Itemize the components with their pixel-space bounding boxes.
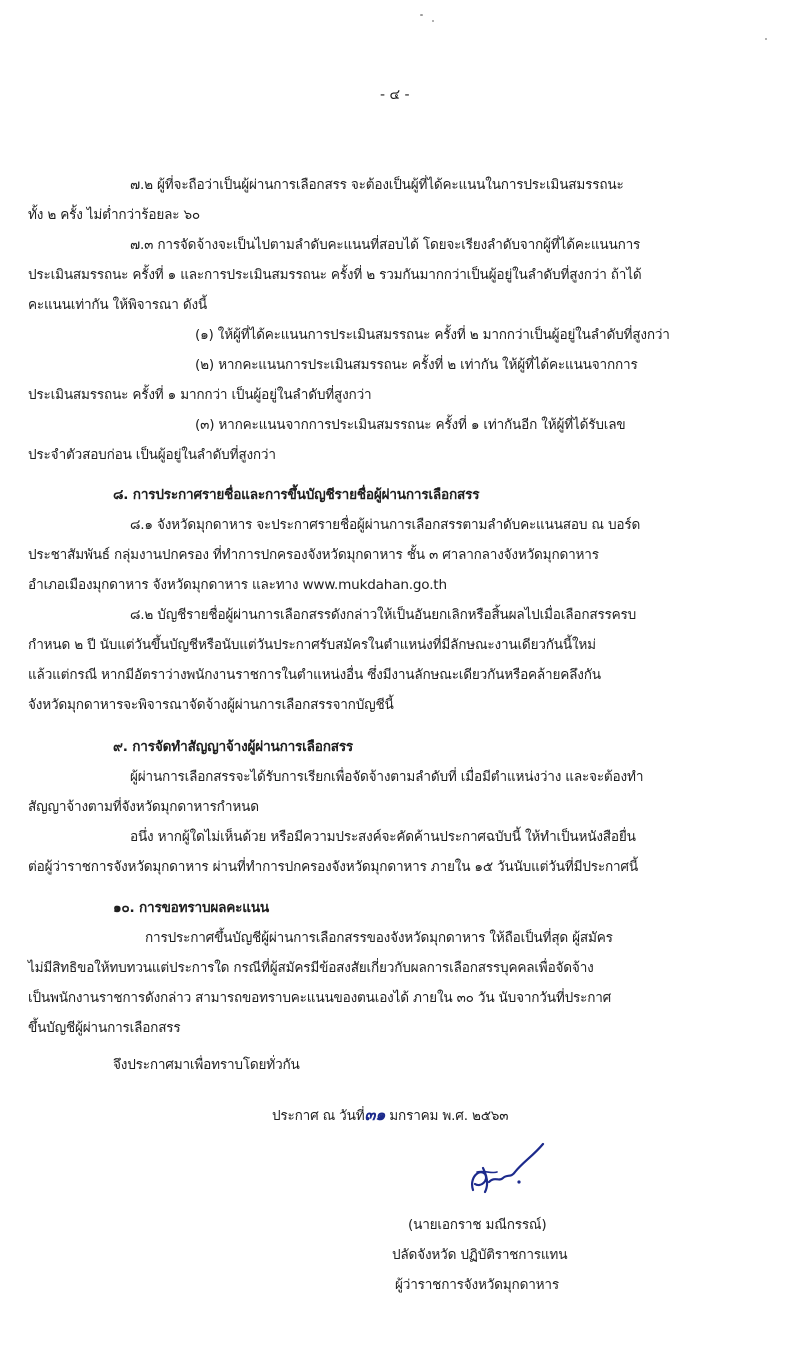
- sec9-p1-line1: ผู้ผ่านการเลือกสรรจะได้รับการเรียกเพื่อจัดจ้างตามลำดับที่ เมื่อมีตำแหน่งว่าง และจะต้องทำ: [130, 769, 644, 785]
- date-day-handwritten: ๓๑: [364, 1105, 386, 1124]
- sec10-line3: เป็นพนักงานราชการดังกล่าว สามารถขอทราบคะแนนของตนเองได้ ภายใน ๓๐ วัน นับจากวันที่ประกาศ: [28, 990, 612, 1006]
- sec8-2-line2: กำหนด ๒ ปี นับแต่วันขึ้นบัญชีหรือนับแต่วันประกาศรับสมัครในตำแหน่งที่มีลักษณะงานเดียวกันนี้ใหม่: [28, 637, 596, 653]
- sec9-p2-line1: อนึ่ง หากผู้ใดไม่เห็นด้วย หรือมีความประสงค์จะคัดค้านประกาศฉบับนี้ ให้ทำเป็นหนังสือยื่น: [130, 829, 636, 845]
- signatory-name: (นายเอกราช มณีกรรณ์): [408, 1217, 547, 1233]
- sec10-line2: ไม่มีสิทธิขอให้ทบทวนแต่ประการใด กรณีที่ผู้สมัครมีข้อสงสัยเกี่ยวกับผลการเลือกสรรบุคคลเพื่อจัดจ้าง: [28, 960, 594, 976]
- scan-speck: [432, 20, 434, 22]
- sec7-2-line2: ทั้ง ๒ ครั้ง ไม่ต่ำกว่าร้อยละ ๖๐: [28, 207, 201, 223]
- sec8-2-line4: จังหวัดมุกดาหารจะพิจารณาจัดจ้างผู้ผ่านการเลือกสรรจากบัญชีนี้: [28, 697, 394, 713]
- criterion-2-line1: (๒) หากคะแนนการประเมินสมรรถนะ ครั้งที่ ๒ เท่ากัน ให้ผู้ที่ได้คะแนนจากการ: [195, 357, 638, 373]
- sec9-p1-line2: สัญญาจ้างตามที่จังหวัดมุกดาหารกำหนด: [28, 799, 259, 815]
- scan-speck: [420, 14, 423, 16]
- sec7-3-line2: ประเมินสมรรถนะ ครั้งที่ ๑ และการประเมินสมรรถนะ ครั้งที่ ๒ รวมกันมากกว่าเป็นผู้อยู่ในลำดับที่สูงกว่า ถ้าได้: [28, 267, 642, 283]
- sec9-p2-line2: ต่อผู้ว่าราชการจังหวัดมุกดาหาร ผ่านที่ทำการปกครองจังหวัดมุกดาหาร ภายใน ๑๕ วันนับแต่วันที่มีประกาศนี้: [28, 859, 638, 875]
- sec7-3-line1: ๗.๓ การจัดจ้างจะเป็นไปตามลำดับคะแนนที่สอบได้ โดยจะเรียงลำดับจากผู้ที่ได้คะแนนการ: [130, 237, 641, 253]
- signatory-position: ผู้ว่าราชการจังหวัดมุกดาหาร: [395, 1277, 559, 1293]
- sec8-2-line3: แล้วแต่กรณี หากมีอัตราว่างพนักงานราชการในตำแหน่งอื่น ซึ่งมีงานลักษณะเดียวกันหรือคล้ายคลึงกัน: [28, 667, 601, 683]
- sec7-3-line3: คะแนนเท่ากัน ให้พิจารณา ดังนี้: [28, 297, 208, 313]
- section-10-heading: ๑๐. การขอทราบผลคะแนน: [113, 900, 270, 916]
- criterion-3-line1: (๓) หากคะแนนจากการประเมินสมรรถนะ ครั้งที่ ๑ เท่ากันอีก ให้ผู้ที่ได้รับเลข: [195, 417, 626, 433]
- section-9-heading: ๙. การจัดทำสัญญาจ้างผู้ผ่านการเลือกสรร: [113, 739, 354, 755]
- section-8-heading: ๘. การประกาศรายชื่อและการขึ้นบัญชีรายชื่อผู้ผ่านการเลือกสรร: [113, 487, 480, 503]
- closing-statement: จึงประกาศมาเพื่อทราบโดยทั่วกัน: [113, 1057, 300, 1073]
- sec8-1-line2: ประชาสัมพันธ์ กลุ่มงานปกครอง ที่ทำการปกครองจังหวัดมุกดาหาร ชั้น ๓ ศาลากลางจังหวัดมุกดาหาร: [28, 547, 599, 563]
- sec8-1-line3: อำเภอเมืองมุกดาหาร จังหวัดมุกดาหาร และทาง www.mukdahan.go.th: [28, 577, 447, 593]
- page-number: - ๔ -: [380, 87, 410, 103]
- criterion-3-line2: ประจำตัวสอบก่อน เป็นผู้อยู่ในลำดับที่สูงกว่า: [28, 447, 276, 463]
- date-prefix: ประกาศ ณ วันที่: [272, 1108, 365, 1124]
- criterion-2-line2: ประเมินสมรรถนะ ครั้งที่ ๑ มากกว่า เป็นผู้อยู่ในลำดับที่สูงกว่า: [28, 387, 372, 403]
- sec10-line4: ขึ้นบัญชีผู้ผ่านการเลือกสรร: [28, 1020, 181, 1036]
- date-suffix: มกราคม พ.ศ. ๒๕๖๓: [389, 1108, 509, 1124]
- scan-speck: [765, 38, 767, 40]
- sec7-2-line1: ๗.๒ ผู้ที่จะถือว่าเป็นผู้ผ่านการเลือกสรร จะต้องเป็นผู้ที่ได้คะแนนในการประเมินสมรรถนะ: [130, 177, 624, 193]
- criterion-1: (๑) ให้ผู้ที่ได้คะแนนการประเมินสมรรถนะ ครั้งที่ ๒ มากกว่าเป็นผู้อยู่ในลำดับที่สูงกว่า: [195, 327, 670, 343]
- signatory-title: ปลัดจังหวัด ปฏิบัติราชการแทน: [392, 1247, 568, 1263]
- sec10-line1: การประกาศขึ้นบัญชีผู้ผ่านการเลือกสรรของจังหวัดมุกดาหาร ให้ถือเป็นที่สุด ผู้สมัคร: [145, 930, 613, 946]
- announcement-date: [272, 1105, 508, 1126]
- signature-mark: [455, 1138, 555, 1208]
- sec8-2-line1: ๘.๒ บัญชีรายชื่อผู้ผ่านการเลือกสรรดังกล่าวให้เป็นอันยกเลิกหรือสิ้นผลไปเมื่อเลือกสรรครบ: [130, 607, 637, 623]
- sec8-1-line1: ๘.๑ จังหวัดมุกดาหาร จะประกาศรายชื่อผู้ผ่านการเลือกสรรตามลำดับคะแนนสอบ ณ บอร์ด: [130, 517, 641, 533]
